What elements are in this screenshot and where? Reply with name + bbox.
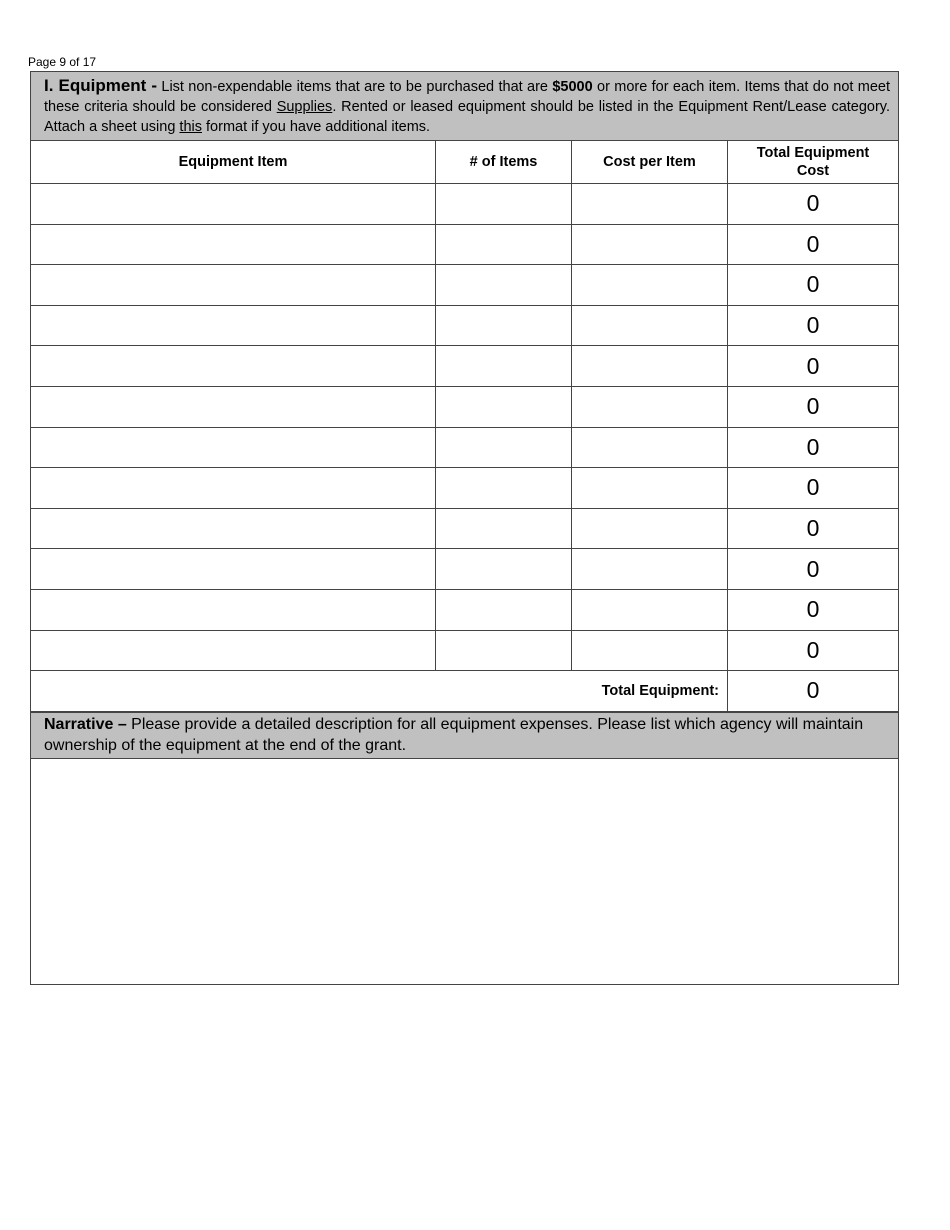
- total-cost-value: 0: [728, 265, 899, 306]
- page-number: Page 9 of 17: [28, 55, 97, 69]
- num-items-field[interactable]: [436, 305, 572, 346]
- equipment-item-field[interactable]: [31, 508, 436, 549]
- equipment-item-field[interactable]: [31, 630, 436, 671]
- cost-per-item-field[interactable]: [572, 589, 728, 630]
- total-cost-value: 0: [728, 508, 899, 549]
- header-row: [31, 141, 899, 184]
- total-equipment-value: 0: [728, 671, 899, 712]
- equipment-item-field[interactable]: [31, 589, 436, 630]
- section-intro: [31, 72, 899, 141]
- equipment-item-field[interactable]: [31, 265, 436, 306]
- equipment-item-field[interactable]: [31, 184, 436, 225]
- cost-per-item-field[interactable]: [572, 427, 728, 468]
- total-cost-value: 0: [728, 549, 899, 590]
- cost-per-item-field[interactable]: [572, 184, 728, 225]
- equipment-item-field[interactable]: [31, 386, 436, 427]
- cost-per-item-field[interactable]: [572, 346, 728, 387]
- num-items-field[interactable]: [436, 346, 572, 387]
- col-cost-per-item: Cost per Item: [572, 141, 728, 184]
- cost-per-item-field[interactable]: [572, 468, 728, 509]
- num-items-field[interactable]: [436, 427, 572, 468]
- cost-per-item-field[interactable]: [572, 508, 728, 549]
- intro-text-3: . Rented or leased equipment should be listed in the Equipment Rent/Lease category. Attach a sheet using: [44, 99, 891, 135]
- supplies-link[interactable]: Supplies: [276, 99, 333, 115]
- num-items-field[interactable]: [436, 224, 572, 265]
- equipment-item-field[interactable]: [31, 346, 436, 387]
- total-cost-value: 0: [728, 346, 899, 387]
- table-row: [31, 386, 899, 427]
- col-total-cost: Total Equipment Cost: [728, 141, 899, 184]
- intro-text-2: or more for each item. Items that do not meet these criteria should be considered: [44, 79, 891, 115]
- num-items-field[interactable]: [436, 549, 572, 590]
- table-row: [31, 508, 899, 549]
- narrative-label: Narrative –: [44, 715, 127, 733]
- section-heading: I. Equipment -: [44, 76, 158, 95]
- cost-per-item-field[interactable]: [572, 386, 728, 427]
- total-cost-value: 0: [728, 427, 899, 468]
- cost-per-item-field[interactable]: [572, 224, 728, 265]
- total-cost-value: 0: [728, 630, 899, 671]
- col-equipment-item: Equipment Item: [31, 141, 436, 184]
- table-row: [31, 265, 899, 306]
- col-num-items: # of Items: [436, 141, 572, 184]
- cost-per-item-field[interactable]: [572, 549, 728, 590]
- total-cost-value: 0: [728, 184, 899, 225]
- narrative-instructions: Please provide a detailed description for all equipment expenses. Please list which agency will maintain ownership of the equipment at the end of the grant.: [44, 715, 864, 754]
- intro-text-1: List non-expendable items that are to be purchased that are: [157, 79, 553, 95]
- intro-amount: $5000: [552, 79, 593, 95]
- total-cost-value: 0: [728, 305, 899, 346]
- table-row: [31, 549, 899, 590]
- num-items-field[interactable]: [436, 468, 572, 509]
- table-row: [31, 224, 899, 265]
- cost-per-item-field[interactable]: [572, 305, 728, 346]
- table-row: [31, 427, 899, 468]
- equipment-table: [30, 71, 899, 985]
- num-items-field[interactable]: [436, 630, 572, 671]
- table-row: [31, 589, 899, 630]
- table-row: [31, 346, 899, 387]
- table-row: [31, 305, 899, 346]
- table-row: [31, 630, 899, 671]
- num-items-field[interactable]: [436, 386, 572, 427]
- total-cost-value: 0: [728, 589, 899, 630]
- equipment-form: [30, 71, 898, 985]
- total-row: [31, 671, 899, 712]
- num-items-field[interactable]: [436, 184, 572, 225]
- cost-per-item-field[interactable]: [572, 630, 728, 671]
- equipment-item-field[interactable]: [31, 427, 436, 468]
- equipment-item-field[interactable]: [31, 468, 436, 509]
- num-items-field[interactable]: [436, 265, 572, 306]
- total-cost-value: 0: [728, 468, 899, 509]
- equipment-item-field[interactable]: [31, 224, 436, 265]
- equipment-item-field[interactable]: [31, 549, 436, 590]
- total-equipment-label: Total Equipment:: [31, 671, 728, 712]
- narrative-field[interactable]: [31, 758, 899, 984]
- num-items-field[interactable]: [436, 508, 572, 549]
- intro-text-4: format if you have additional items.: [202, 119, 431, 135]
- table-row: [31, 468, 899, 509]
- format-link[interactable]: this: [179, 119, 202, 135]
- table-row: [31, 184, 899, 225]
- total-cost-value: 0: [728, 386, 899, 427]
- total-cost-value: 0: [728, 224, 899, 265]
- cost-per-item-field[interactable]: [572, 265, 728, 306]
- equipment-item-field[interactable]: [31, 305, 436, 346]
- num-items-field[interactable]: [436, 589, 572, 630]
- narrative-header: [31, 712, 899, 759]
